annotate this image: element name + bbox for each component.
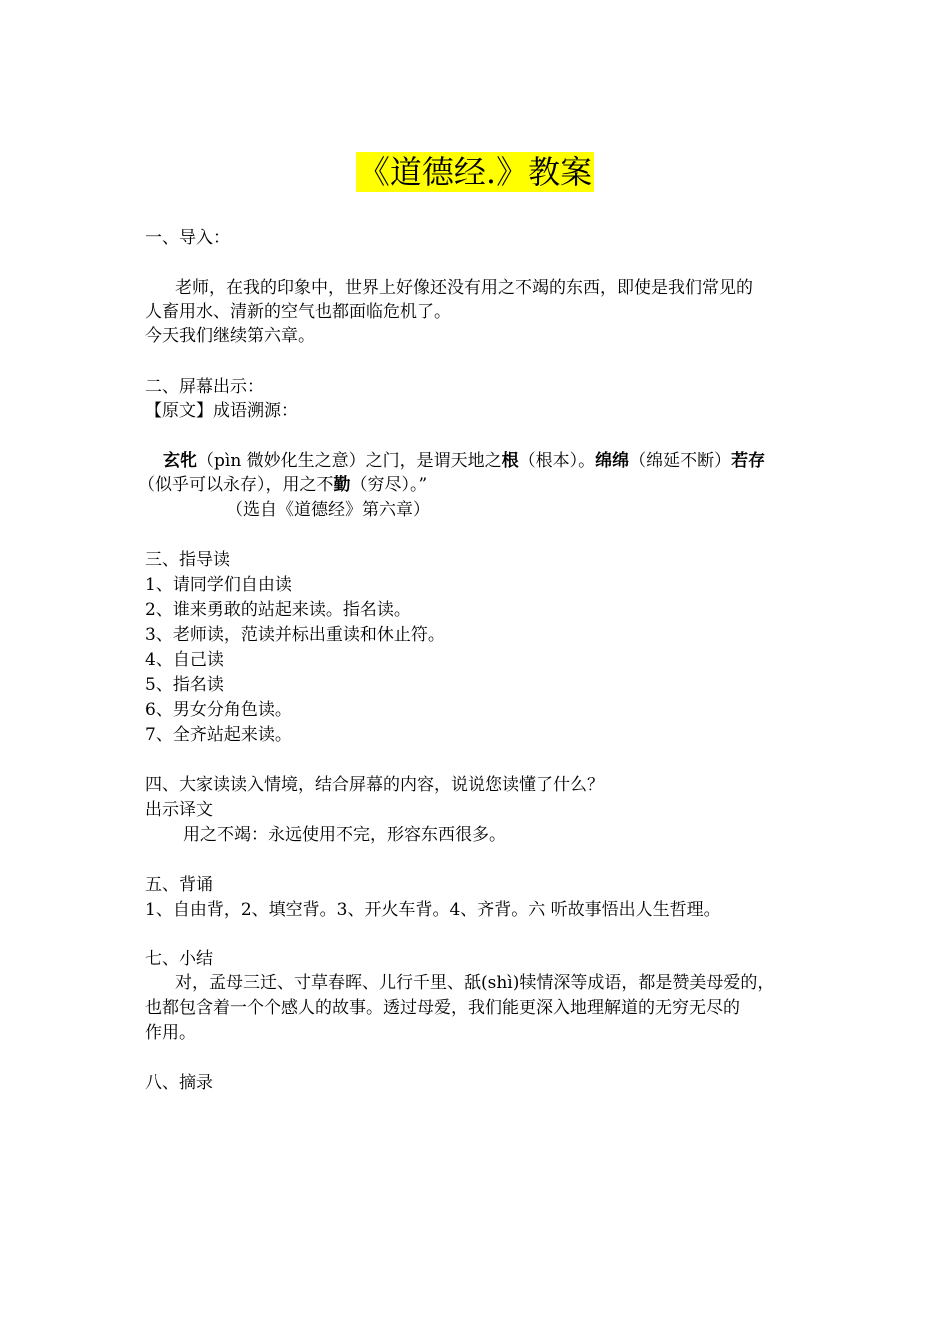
quote-gloss: （穷尽）。” xyxy=(350,475,428,495)
reading-step: 4、自己读 xyxy=(145,650,224,670)
reading-step: 5、指名读 xyxy=(145,675,224,695)
intro-line-1: 老师，在我的印象中，世界上好像还没有用之不竭的东西，即使是我们常见的 xyxy=(175,278,753,298)
section-2-heading: 二、屏幕出示： xyxy=(145,377,264,397)
quote-source: （选自《道德经》第六章） xyxy=(226,500,430,520)
intro-line-3: 今天我们继续第六章。 xyxy=(145,326,315,346)
summary-line-3: 作用。 xyxy=(145,1023,196,1043)
quote-word: 绵绵 xyxy=(595,451,630,471)
quote-word: 根 xyxy=(501,451,519,471)
reading-step: 6、男女分角色读。 xyxy=(145,700,292,720)
section-8-heading: 八、摘录 xyxy=(145,1073,213,1093)
quote-gloss: （绵延不断） xyxy=(629,451,732,471)
quote-gloss: （pìn 微妙化生之意）之门，是谓天地之 xyxy=(197,451,502,471)
section-4-heading: 四、大家读读入情境，结合屏幕的内容，说说您读懂了什么？ xyxy=(145,775,604,795)
section-1-heading: 一、导入： xyxy=(145,228,230,248)
section-5-heading: 五、背诵 xyxy=(145,875,213,895)
quote-word: 玄牝 xyxy=(163,451,197,471)
quote-line-1 xyxy=(163,449,765,473)
summary-line-1: 对，孟母三迁、寸草春晖、儿行千里、舐(shì)犊情深等成语，都是赞美母爱的， xyxy=(175,973,775,993)
section-2-sub: 【原文】成语溯源： xyxy=(145,401,298,421)
reading-step: 2、谁来勇敢的站起来读。指名读。 xyxy=(145,600,411,620)
quote-gloss: （根本）。 xyxy=(518,451,596,471)
reading-step: 3、老师读，范读并标出重读和休止符。 xyxy=(145,625,445,645)
reading-step: 7、全齐站起来读。 xyxy=(145,725,292,745)
section-3-heading: 三、指导读 xyxy=(145,550,230,570)
quote-word: 若存 xyxy=(731,451,766,471)
translation-text: 用之不竭：永远使用不完，形容东西很多。 xyxy=(183,825,506,845)
reading-step: 1、请同学们自由读 xyxy=(145,575,292,595)
section-7-heading: 七、小结 xyxy=(145,949,213,969)
title-wrap xyxy=(0,152,950,192)
quote-word: 勤 xyxy=(333,475,351,495)
quote-line-2 xyxy=(138,473,427,497)
section-4-sub: 出示译文 xyxy=(145,800,213,820)
document-title: 《道德经.》教案 xyxy=(357,153,593,191)
recitation-steps: 1、自由背，2、填空背。3、开火车背。4、齐背。六 听故事悟出人生哲理。 xyxy=(145,900,721,920)
summary-line-2: 也都包含着一个个感人的故事。透过母爱，我们能更深入地理解道的无穷无尽的 xyxy=(145,998,740,1018)
quote-gloss: （似乎可以永存），用之不 xyxy=(138,475,334,495)
intro-line-2: 人畜用水、清新的空气也都面临危机了。 xyxy=(145,302,451,322)
